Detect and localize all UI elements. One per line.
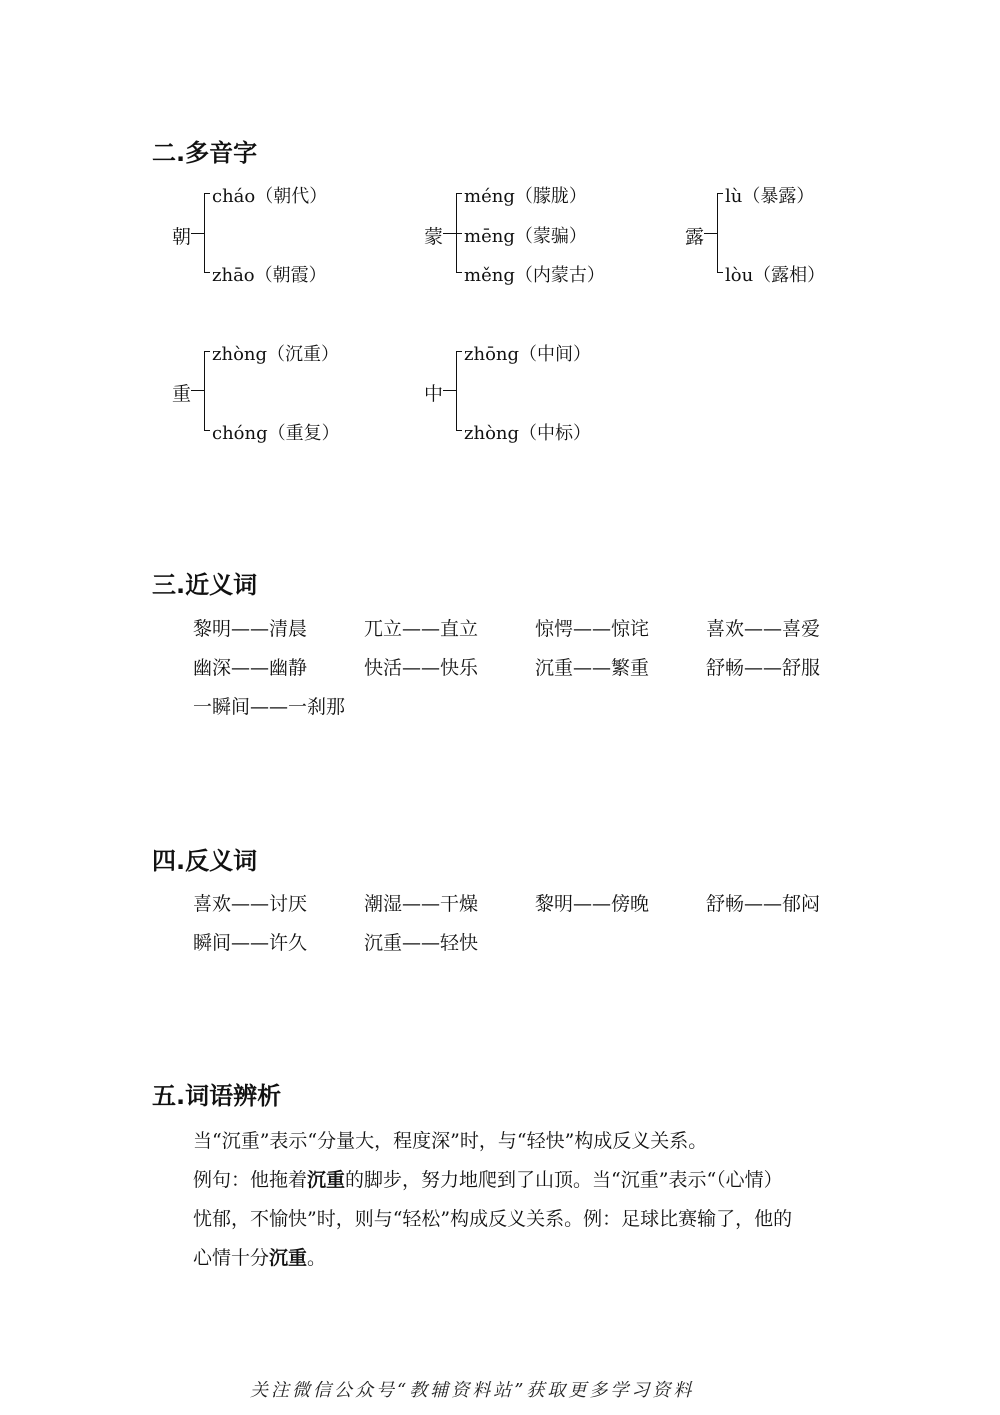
polyphone-reading: mēng（蒙骗） [464,226,587,247]
polyphone-char: 中 [424,383,444,405]
analysis-text: 例句：他拖着 [193,1169,308,1191]
polyphone-reading: lù（暴露） [725,186,815,207]
antonym-pair: 瞬间——许久 [193,932,308,954]
polyphone-reading: měng（内蒙古） [464,265,605,286]
section5-title: 五.词语辨析 [152,1082,282,1110]
antonym-pair: 沉重——轻快 [364,932,479,954]
analysis-line [193,1243,326,1270]
polyphone-reading: zhōng（中间） [464,344,592,365]
emphasis-word: 沉重 [307,1169,346,1191]
polyphone-char: 朝 [172,226,192,248]
polyphone-char: 露 [685,226,705,248]
analysis-text: 心情十分 [193,1247,270,1269]
synonym-pair: 快活——快乐 [364,657,479,679]
footer-note: 关注微信公众号“教辅资料站”获取更多学习资料 [250,1380,695,1401]
synonym-pair: 舒畅——舒服 [706,657,821,679]
section4-title: 四.反义词 [152,847,258,875]
polyphone-reading: chóng（重复） [212,423,340,444]
section3-title: 三.近义词 [152,571,258,599]
polyphone-char: 重 [172,383,192,405]
polyphone-reading: zhòng（沉重） [212,344,340,365]
synonym-pair: 黎明——清晨 [193,618,308,640]
antonym-pair: 喜欢——讨厌 [193,893,308,915]
synonym-pair: 沉重——繁重 [535,657,650,679]
polyphone-char: 蒙 [424,226,444,248]
analysis-line: 忧郁，不愉快”时，则与“轻松”构成反义关系。例：足球比赛输了，他的 [193,1208,793,1230]
polyphone-reading: zhòng（中标） [464,423,592,444]
polyphone-reading: zhāo（朝霞） [212,265,327,286]
synonym-pair: 兀立——直立 [364,618,479,640]
synonym-pair: 惊愕——惊诧 [535,618,650,640]
emphasis-word: 沉重 [269,1247,308,1269]
synonym-pair: 喜欢——喜爱 [706,618,821,640]
antonym-pair: 舒畅——郁闷 [706,893,821,915]
polyphone-reading: lòu（露相） [725,265,826,286]
synonym-pair: 幽深——幽静 [193,657,308,679]
polyphone-reading: cháo（朝代） [212,186,328,207]
analysis-line: 当“沉重”表示“分量大，程度深”时，与“轻快”构成反义关系。 [193,1130,708,1152]
synonym-pair: 一瞬间——一刹那 [193,696,346,718]
section2-title: 二.多音字 [152,139,258,167]
analysis-line [193,1165,783,1192]
analysis-text: 。 [307,1247,327,1269]
antonym-pair: 潮湿——干燥 [364,893,479,915]
polyphone-reading: méng（朦胧） [464,186,587,207]
antonym-pair: 黎明——傍晚 [535,893,650,915]
analysis-text: 的脚步，努力地爬到了山顶。当“沉重”表示“（心情） [345,1169,783,1191]
